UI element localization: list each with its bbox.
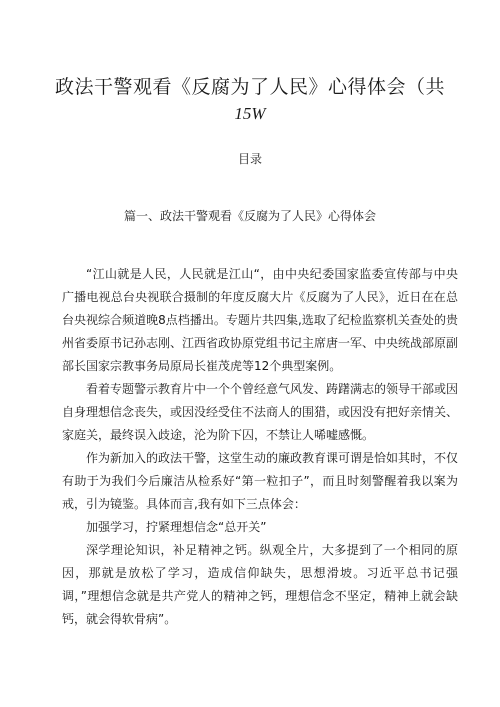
section-title: 篇一、政法干警观看《反腐为了人民》心得体会 <box>123 209 376 223</box>
paragraph: 作为新加入的政法干警，这堂生动的廉政教育课可谓是恰如其时，不仅有助于为我们今后廉洁从检系好“第一粒扣子”，而且时刻警醒着我以案为戒，引为镜鉴。具体而言,我有如下三点体会： <box>62 451 459 511</box>
paragraph: 深学理论知识，补足精神之钙。纵观全片，大多提到了一个相同的原因，那就是放松了学习，造成信仰缺失，思想滑坡。习近平总书记强调，”理想信念就是共产党人的精神之钙，理想信念不坚定，精神上就会缺钙，就会得软骨病”。 <box>62 543 458 626</box>
toc-heading: 目录 <box>237 152 262 166</box>
paragraph: “江山就是人民，人民就是江山“，由中央纪委国家监委宣传部与中央广播电视总台央视联合摄制的年度反腐大片《反腐为了人民》，近日在在总台央视综合频道晚8点档播出。专题片共四集,选取了纪检监察机关查处的贵州省委原书记孙志刚、江西省政协原党组书记主席唐一军、中央统战部原副部长国家宗教事务局原局长崔茂虎等12个典型案例。 <box>62 267 459 373</box>
body-text <box>62 263 458 631</box>
document-title-continuation: 15W <box>234 104 266 123</box>
document-title: 政法干警观看《反腐为了人民》心得体会（共 <box>54 76 445 98</box>
paragraph: 看着专题警示教育片中一个个曾经意气风发、踌躇满志的领导干部或因自身理想信念丧失，或因没经受住不法商人的围猎，或因没有把好亲情关、家庭关，最终误入歧途，沦为阶下囚，不禁让人唏嘘感慨。 <box>62 382 459 442</box>
subheading: 加强学习，拧紧理想信念“总开关” <box>86 520 267 534</box>
